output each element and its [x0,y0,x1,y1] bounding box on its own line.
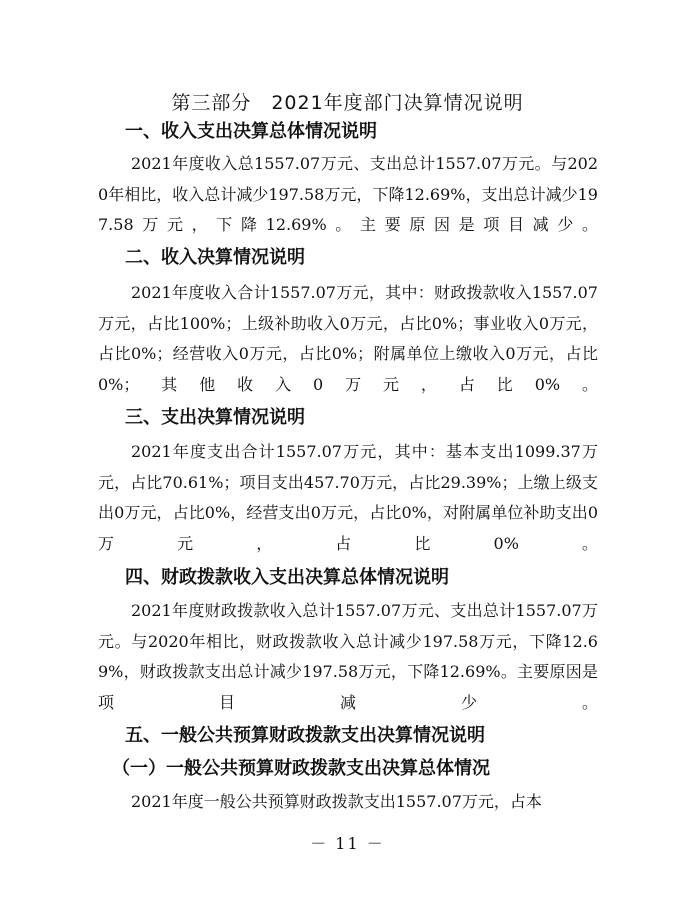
section-3-heading: 三、支出决算情况说明 [125,407,305,428]
section-5-heading: 五、一般公共预算财政拨款支出决算情况说明 [125,725,485,746]
page-number: － 11 － [310,834,385,853]
section-4-text: 2021年度财政拨款收入总计1557.07万元、支出总计1557.07万元。与2020年相比，财政拨款收入总计减少197.58万元，下降12.69%，财政拨款支出总计减少197.58万元，下降12.69%。主要原因是项目减少。 [98,601,598,712]
section-1-text: 2021年度收入总1557.07万元、支出总计1557.07万元。与2020年相比，收入总计减少197.58万元，下降12.69%，支出总计减少197.58万元，下降12.69%。主要原因是项目减少。 [98,154,598,234]
page-title: 第三部分 2021年度部门决算情况说明 [171,92,524,114]
section-2-heading: 二、收入决算情况说明 [125,247,305,268]
section-2-text: 2021年度收入合计1557.07万元，其中：财政拨款收入1557.07万元，占比100%；上级补助收入0万元，占比0%；事业收入0万元，占比0%；经营收入0万元，占比0%；附属单位上缴收入0万元，占比0%；其他收入0万元，占比0%。 [98,283,598,394]
section-1-heading: 一、收入支出决算总体情况说明 [125,121,377,142]
section-5-subheading: （一）一般公共预算财政拨款支出决算总体情况 [112,758,490,779]
section-4-heading: 四、财政拨款收入支出决算总体情况说明 [125,567,449,588]
section-3-text: 2021年度支出合计1557.07万元，其中：基本支出1099.37万元，占比70.61%；项目支出457.70万元，占比29.39%；上缴上级支出0万元，占比0%，经营支出0万元，占比0%，对附属单位补助支出0万元，占比0%。 [98,442,598,553]
section-5-text: 2021年度一般公共预算财政拨款支出1557.07万元，占本 [131,792,542,811]
